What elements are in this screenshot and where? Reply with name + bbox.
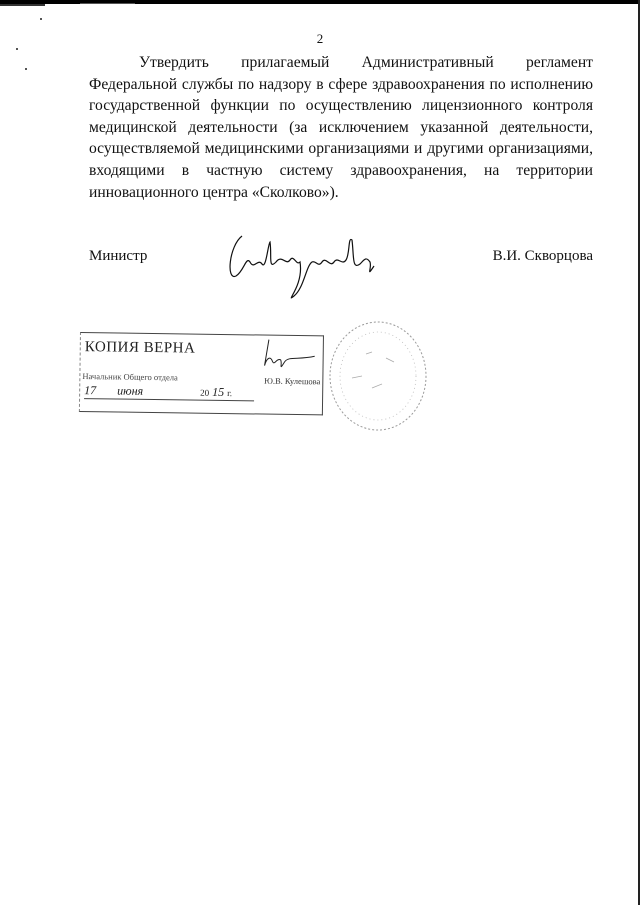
handwritten-signature-icon xyxy=(224,226,389,306)
date-year-prefix: 20 xyxy=(200,387,210,398)
date-month: июня xyxy=(117,383,144,398)
scan-speck xyxy=(25,68,27,70)
signatory-name: В.И. Скворцова xyxy=(492,248,593,264)
certifier-name: Ю.В. Кулешова xyxy=(264,375,321,387)
round-seal-icon xyxy=(322,318,430,436)
certifier-role: Начальник Общего отдела xyxy=(82,371,178,383)
scan-speck xyxy=(16,48,18,50)
certified-copy-stamp xyxy=(79,332,324,415)
signatory-title: Министр xyxy=(89,248,148,264)
date-day: 17 xyxy=(84,383,97,398)
scan-edge-mark xyxy=(0,4,45,6)
certification-date xyxy=(84,383,254,401)
scan-edge-mark xyxy=(80,3,135,4)
scan-speck xyxy=(40,18,42,20)
copy-stamp-title: КОПИЯ ВЕРНА xyxy=(84,339,196,357)
certifier-signature-icon xyxy=(248,335,318,372)
date-year-suffix: 15 xyxy=(212,384,225,400)
page-number: 2 xyxy=(316,31,324,46)
date-year-mark: г. xyxy=(227,388,233,399)
document-body xyxy=(89,52,593,203)
order-paragraph: Утвердить прилагаемый Административный регламент Федеральной службы по надзору в сфере здравоохранения по исполнению государственной функции по осуществлению лицензионного контроля медицинской деятельности (за исключением указанной деятельности, осуществляемой медицинскими организациями и другими организациями, входящими в частную систему здравоохранения, на территории инновационного центра «Сколково»). xyxy=(89,54,593,201)
